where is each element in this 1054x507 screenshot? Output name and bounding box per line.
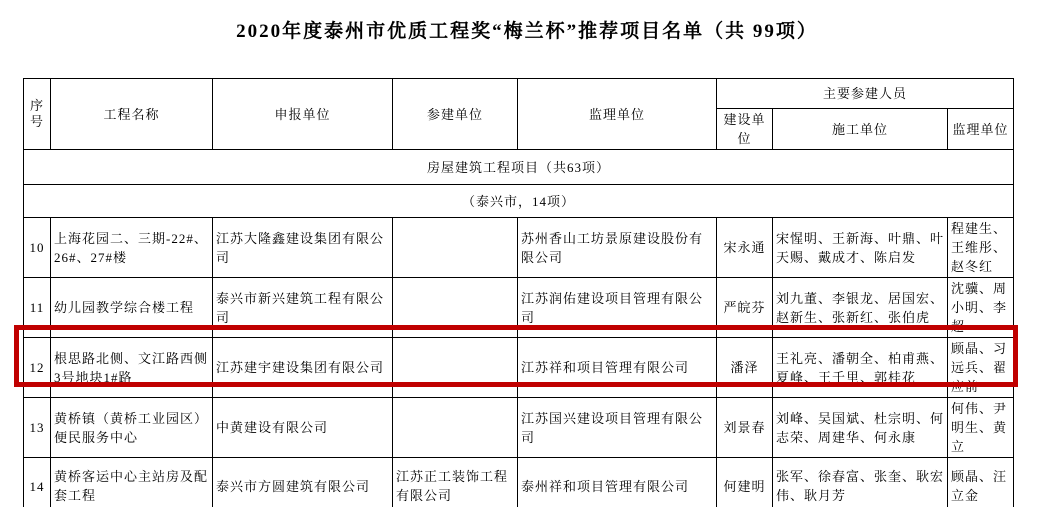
table-row — [24, 218, 1014, 278]
cell-project: 根思路北侧、文江路西侧3号地块1#路 — [51, 338, 213, 398]
cell-builder-people: 宋惺明、王新海、叶鼎、叶天赐、戴成才、陈启发 — [773, 218, 948, 278]
table-row — [24, 278, 1014, 338]
page-title: 2020年度泰州市优质工程奖“梅兰杯”推荐项目名单（共 99项） — [236, 21, 818, 42]
cell-supervision-people: 顾晶、习远兵、翟应前 — [948, 338, 1014, 398]
section-label-building-projects: 房屋建筑工程项目（共63项） — [24, 150, 1014, 185]
section-row — [24, 185, 1014, 218]
cell-serial: 14 — [24, 458, 51, 507]
cell-supervision-people: 沈骥、周小明、李超 — [948, 278, 1014, 338]
cell-participant — [393, 218, 518, 278]
cell-participant — [393, 278, 518, 338]
award-projects-table — [23, 78, 1014, 507]
cell-supervision-people: 顾晶、汪立金 — [948, 458, 1014, 507]
cell-declarer: 江苏大隆鑫建设集团有限公司 — [213, 218, 393, 278]
column-header-participating-unit: 参建单位 — [393, 79, 518, 150]
cell-supervision-people: 何伟、尹明生、黄立 — [948, 398, 1014, 458]
cell-serial: 10 — [24, 218, 51, 278]
table-row-highlighted — [24, 338, 1014, 398]
cell-declarer: 泰兴市新兴建筑工程有限公司 — [213, 278, 393, 338]
cell-supervisor: 苏州香山工坊景原建设股份有限公司 — [518, 218, 717, 278]
cell-construction-person: 严皖芬 — [717, 278, 773, 338]
cell-participant — [393, 338, 518, 398]
cell-construction-person: 刘景春 — [717, 398, 773, 458]
cell-builder-people: 刘峰、吴国斌、杜宗明、何志荣、周建华、何永康 — [773, 398, 948, 458]
cell-supervisor: 泰州祥和项目管理有限公司 — [518, 458, 717, 507]
cell-supervisor: 江苏祥和项目管理有限公司 — [518, 338, 717, 398]
cell-builder-people: 王礼亮、潘朝全、柏甫燕、夏峰、王千里、郭桂花 — [773, 338, 948, 398]
section-row — [24, 150, 1014, 185]
column-header-builder-unit: 施工单位 — [773, 109, 948, 150]
cell-project: 黄桥镇（黄桥工业园区）便民服务中心 — [51, 398, 213, 458]
cell-supervision-people: 程建生、王维彤、赵冬红 — [948, 218, 1014, 278]
cell-construction-person: 潘泽 — [717, 338, 773, 398]
cell-project: 黄桥客运中心主站房及配套工程 — [51, 458, 213, 507]
cell-serial: 13 — [24, 398, 51, 458]
cell-serial: 12 — [24, 338, 51, 398]
column-header-supervisor-unit: 监理单位 — [948, 109, 1014, 150]
cell-serial: 11 — [24, 278, 51, 338]
column-header-project-name: 工程名称 — [51, 79, 213, 150]
column-header-main-personnel: 主要参建人员 — [717, 79, 1014, 109]
cell-supervisor: 江苏润佑建设项目管理有限公司 — [518, 278, 717, 338]
column-header-serial: 序号 — [24, 79, 51, 150]
column-header-supervision-unit: 监理单位 — [518, 79, 717, 150]
table-row — [24, 398, 1014, 458]
cell-participant — [393, 398, 518, 458]
cell-project: 上海花园二、三期-22#、26#、27#楼 — [51, 218, 213, 278]
cell-declarer: 中黄建设有限公司 — [213, 398, 393, 458]
header-row-top — [24, 79, 1014, 109]
cell-project: 幼儿园教学综合楼工程 — [51, 278, 213, 338]
cell-builder-people: 刘九董、李银龙、居国宏、赵新生、张新红、张伯虎 — [773, 278, 948, 338]
cell-supervisor: 江苏国兴建设项目管理有限公司 — [518, 398, 717, 458]
table-row — [24, 458, 1014, 507]
cell-construction-person: 宋永通 — [717, 218, 773, 278]
column-header-construction-unit: 建设单位 — [717, 109, 773, 150]
cell-declarer: 江苏建宇建设集团有限公司 — [213, 338, 393, 398]
cell-construction-person: 何建明 — [717, 458, 773, 507]
cell-declarer: 泰兴市方圆建筑有限公司 — [213, 458, 393, 507]
column-header-declaring-unit: 申报单位 — [213, 79, 393, 150]
cell-builder-people: 张军、徐春富、张奎、耿宏伟、耿月芳 — [773, 458, 948, 507]
section-label-taixing: （泰兴市，14项） — [24, 185, 1014, 218]
cell-participant: 江苏正工装饰工程有限公司 — [393, 458, 518, 507]
